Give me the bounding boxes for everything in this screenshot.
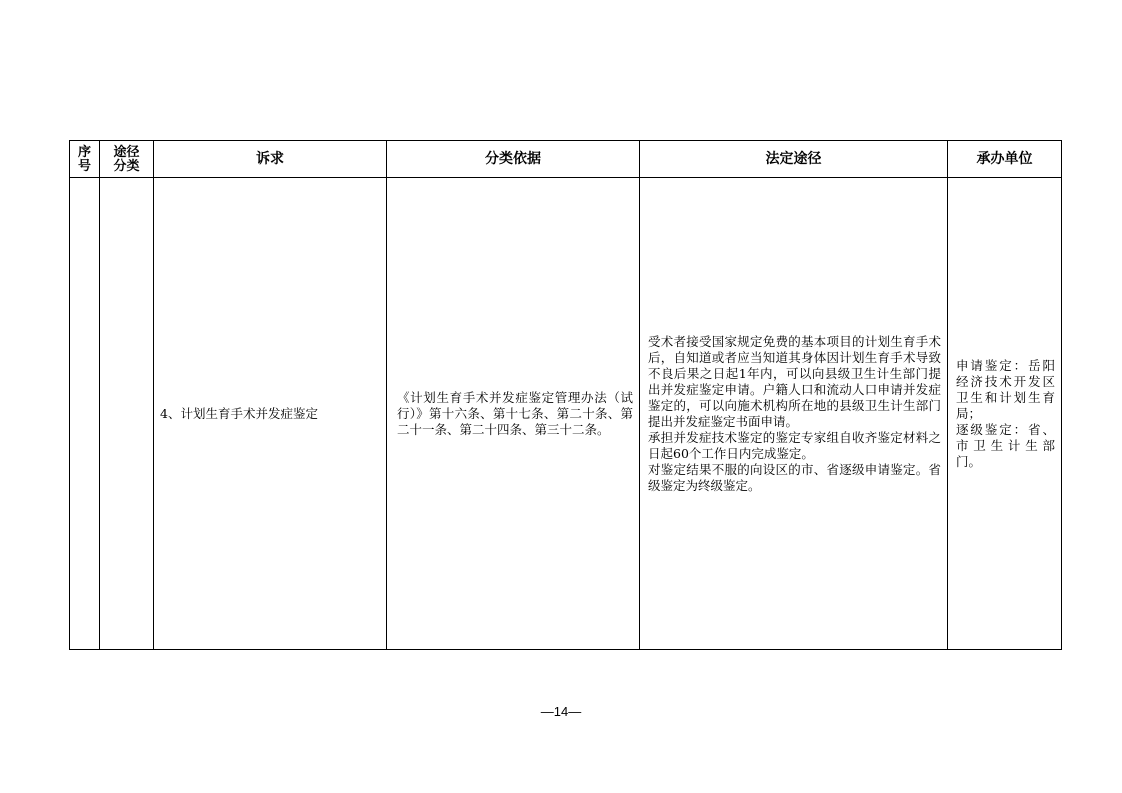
unit-paragraph: 申请鉴定：岳阳经济技术开发区卫生和计划生育局； [956, 357, 1055, 421]
header-seq [70, 141, 100, 178]
complaint-channel-table [69, 140, 1062, 650]
header-route-class [100, 141, 154, 178]
cell-claim [154, 178, 387, 650]
basis-text: 《计划生育手术并发症鉴定管理办法（试行）》第十六条、第十七条、第二十条、第二十一条、第二十四条、第三十二条。 [397, 389, 633, 437]
header-unit: 承办单位 [948, 141, 1062, 178]
cell-seq [70, 178, 100, 650]
legal-path-paragraph: 受术者接受国家规定免费的基本项目的计划生育手术后，自知道或者应当知道其身体因计划生育手术导致不良后果之日起1年内，可以向县级卫生计生部门提出并发症鉴定申请。户籍人口和流动人口申请并发症鉴定的，可以向施术机构所在地的县级卫生计生部门提出并发症鉴定书面申请。 [648, 333, 941, 429]
legal-path-paragraph: 对鉴定结果不服的向设区的市、省逐级申请鉴定。省级鉴定为终级鉴定。 [648, 461, 941, 493]
cell-basis [387, 178, 640, 650]
header-seq-line1: 序 [77, 144, 91, 160]
table-header-row [70, 141, 1062, 178]
header-basis: 分类依据 [387, 141, 640, 178]
header-seq-line2: 号 [77, 158, 91, 174]
claim-text: 4、计划生育手术并发症鉴定 [160, 405, 318, 421]
page-number: —14— [540, 704, 582, 719]
cell-legal-path [640, 178, 948, 650]
header-route-class-line2: 分类 [113, 158, 140, 174]
unit-paragraph: 逐级鉴定：省、市卫生计生部门。 [956, 421, 1055, 469]
unit-text [948, 358, 1061, 470]
header-claim: 诉求 [154, 141, 387, 178]
cell-route-class [100, 178, 154, 650]
cell-unit [948, 178, 1062, 650]
legal-path-paragraph: 承担并发症技术鉴定的鉴定专家组自收齐鉴定材料之日起60个工作日内完成鉴定。 [648, 429, 941, 461]
legal-path-text [640, 334, 947, 494]
header-legal-path: 法定途径 [640, 141, 948, 178]
table-row [70, 178, 1062, 650]
header-route-class-line1: 途径 [113, 144, 140, 160]
